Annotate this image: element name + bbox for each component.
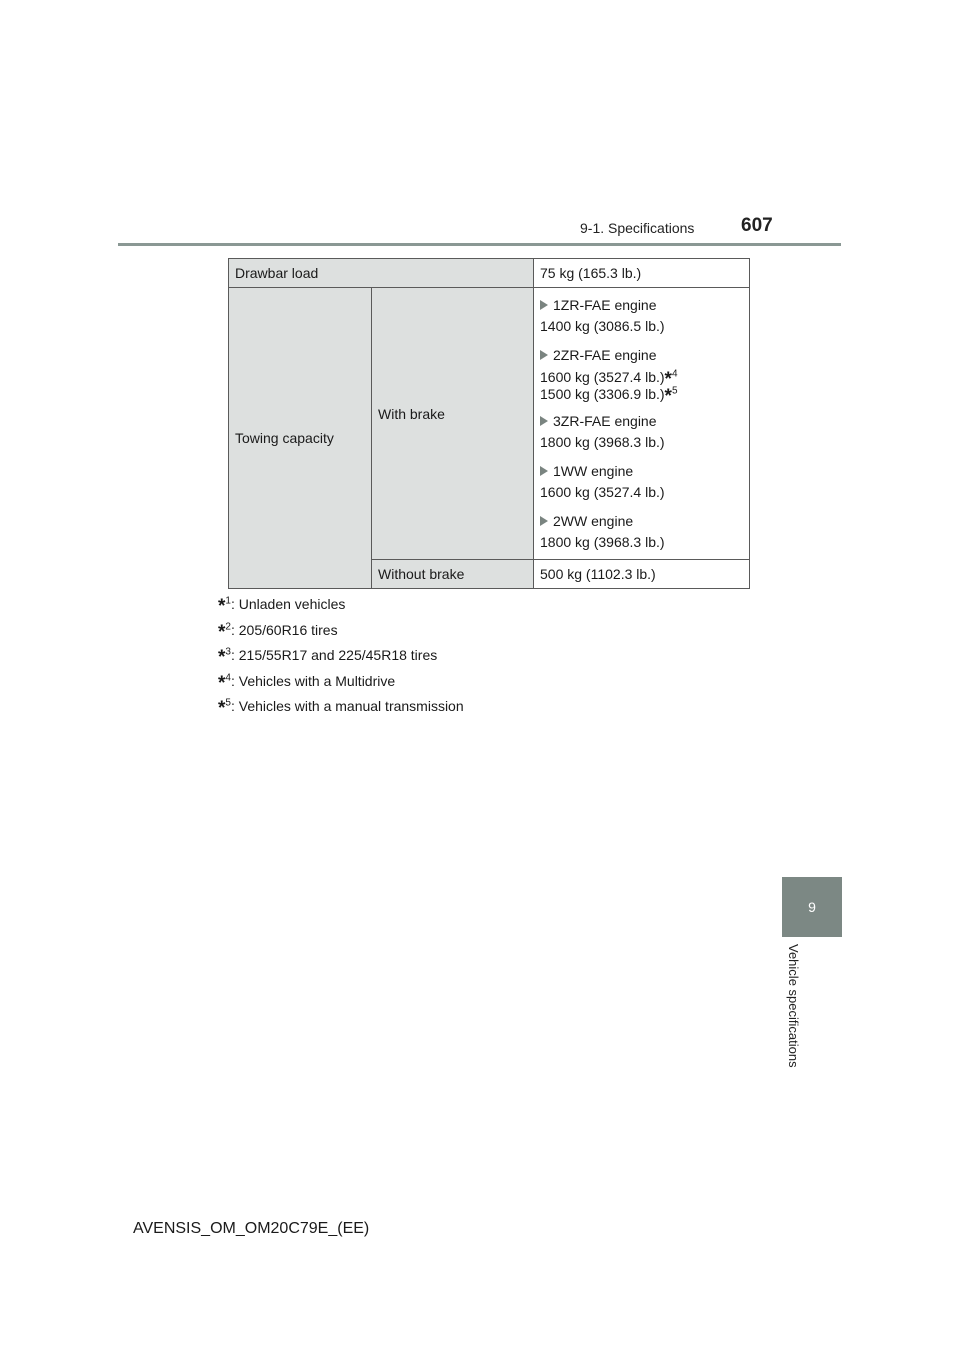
footnote: *$^5$: Vehicles with a manual transmission	[218, 697, 464, 720]
engine-name: 1ZR-FAE engine	[553, 297, 657, 313]
table-row	[229, 288, 750, 560]
asterisk-mark: *	[664, 369, 672, 390]
asterisk-mark: *	[664, 386, 672, 407]
engine-capacity: 1600 kg (3527.4 lb.)	[540, 484, 665, 500]
chapter-title: Vehicle specifications	[786, 944, 801, 1068]
towing-specs-table	[228, 258, 750, 589]
engine-name: 1WW engine	[553, 463, 634, 479]
engine-entry	[540, 345, 743, 407]
footnote-ref: 4	[671, 368, 678, 380]
chapter-number-tab: 9	[782, 877, 842, 937]
engine-name: 2ZR-FAE engine	[553, 347, 657, 363]
asterisk-mark: *	[218, 647, 226, 669]
engine-capacity-line: 1600 kg (3527.4 lb.)*$^4$	[540, 368, 678, 390]
section-title: 9-1. Specifications	[580, 220, 695, 236]
engine-name: 3ZR-FAE engine	[553, 413, 657, 429]
triangle-bullet-icon	[540, 350, 548, 360]
asterisk-mark: *	[218, 672, 226, 694]
engine-entry	[540, 295, 743, 337]
asterisk-mark: *	[218, 596, 226, 617]
asterisk-mark: *	[218, 621, 226, 643]
engine-capacity: 1800 kg (3968.3 lb.)	[540, 434, 665, 450]
engine-capacity: 1800 kg (3968.3 lb.)	[540, 534, 665, 550]
engine-capacity: 1400 kg (3086.5 lb.)	[540, 318, 665, 334]
document-code: AVENSIS_OM_OM20C79E_(EE)	[133, 1220, 370, 1237]
page-number: 607	[741, 215, 773, 236]
footnotes	[218, 589, 464, 720]
footnote: *$^2$: 205/60R16 tires	[218, 620, 338, 643]
footnote: *$^4$: Vehicles with a Multidrive	[218, 672, 396, 694]
with-brake-values-cell	[534, 288, 750, 560]
triangle-bullet-icon	[540, 516, 548, 526]
header-divider	[118, 243, 841, 246]
without-brake-label-cell: Without brake	[372, 560, 534, 589]
footnote: *$^1$: Unladen vehicles	[218, 595, 346, 617]
with-brake-label-cell: With brake	[372, 288, 534, 560]
drawbar-value-cell: 75 kg (165.3 lb.)	[534, 259, 750, 288]
triangle-bullet-icon	[540, 466, 548, 476]
triangle-bullet-icon	[540, 416, 548, 426]
engine-entry	[540, 461, 743, 503]
drawbar-label-cell: Drawbar load	[229, 259, 534, 288]
footnote: *$^3$: 215/55R17 and 225/45R18 tires	[218, 646, 438, 669]
engine-name: 2WW engine	[553, 513, 634, 529]
footnote-ref: 5	[671, 385, 678, 397]
engine-entry	[540, 411, 743, 453]
table-row	[229, 259, 750, 288]
asterisk-mark: *	[218, 698, 226, 720]
engine-entry	[540, 511, 743, 553]
towing-capacity-label-cell: Towing capacity	[229, 288, 372, 589]
engine-capacity-line: 1500 kg (3306.9 lb.)*$^5$	[540, 385, 678, 407]
without-brake-value-cell: 500 kg (1102.3 lb.)	[534, 560, 750, 589]
triangle-bullet-icon	[540, 300, 548, 310]
